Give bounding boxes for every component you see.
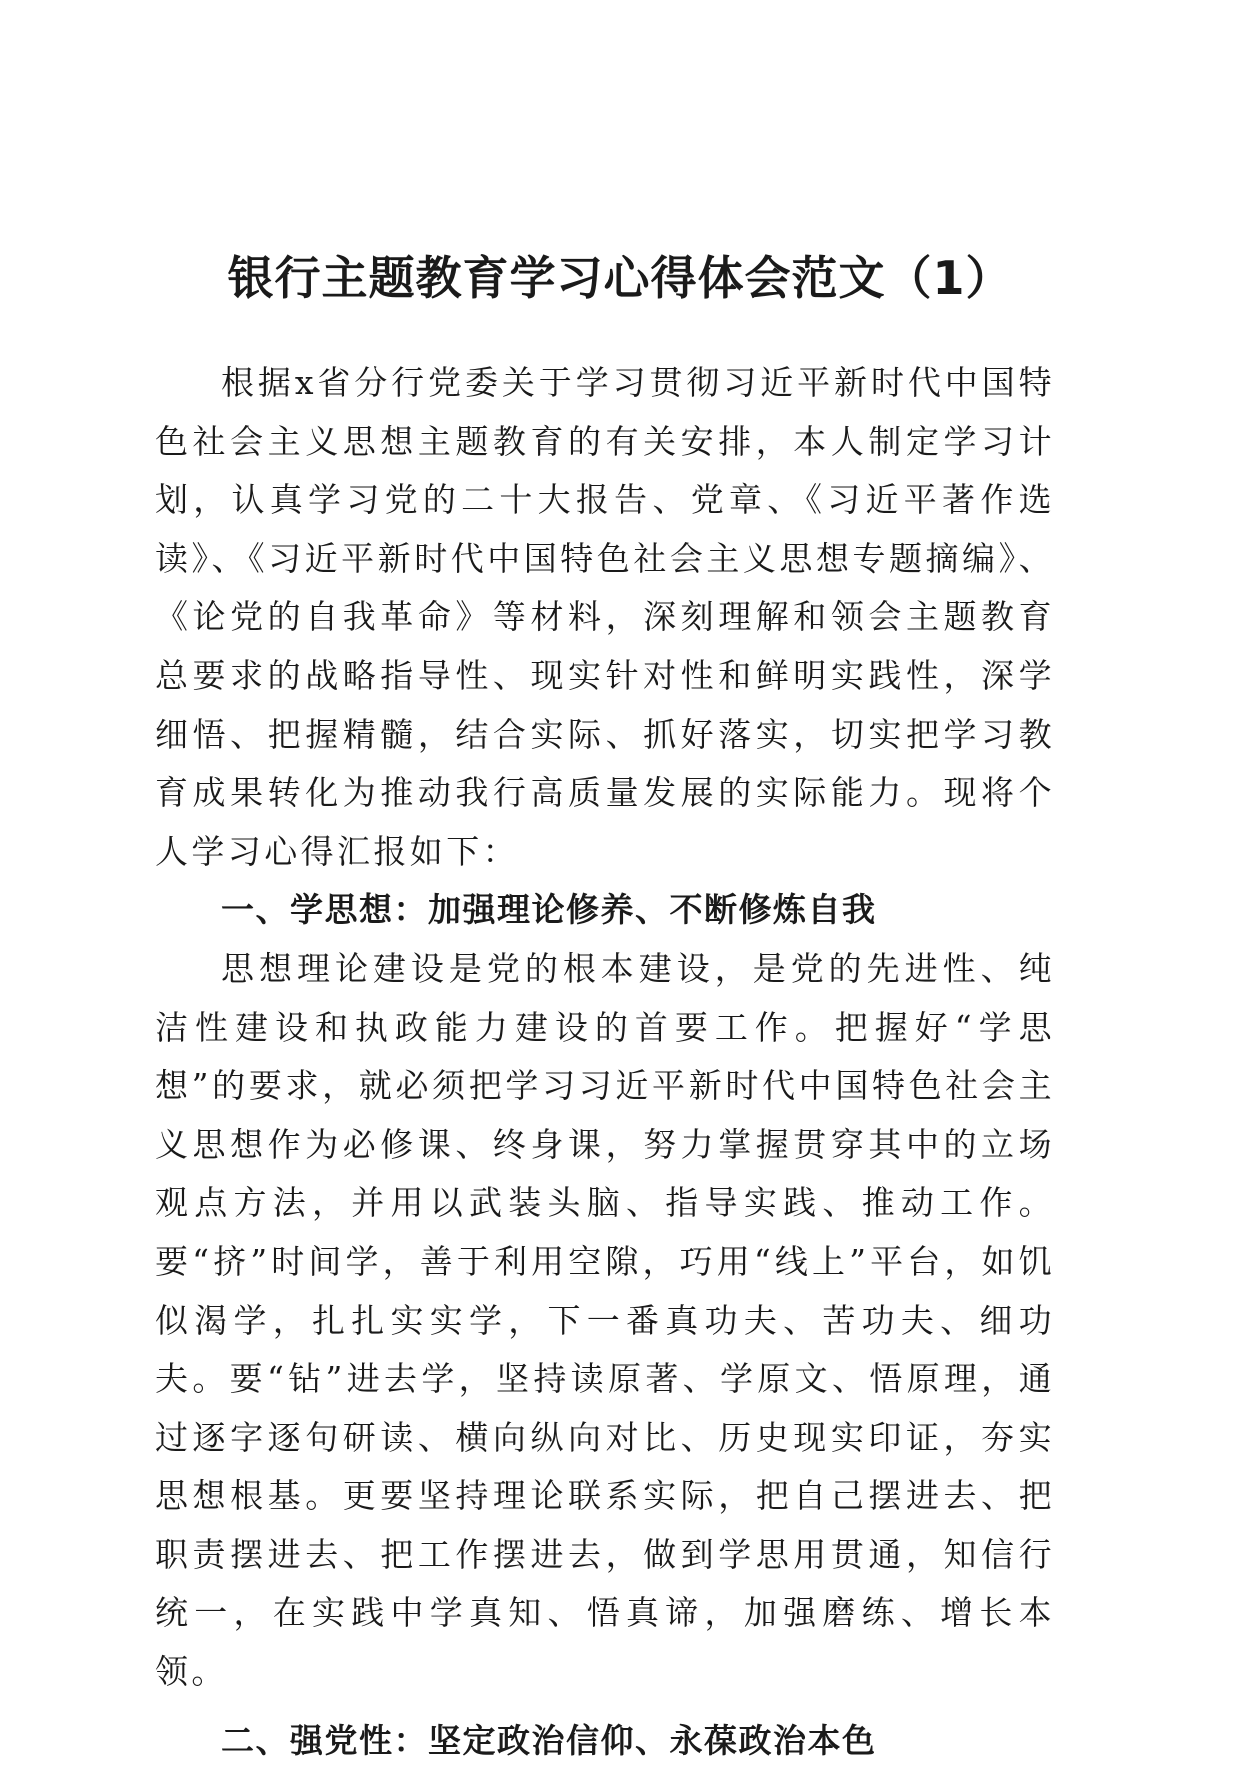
section-heading-1: 一、学思想：加强理论修养、不断修炼自我 — [221, 890, 877, 930]
section-paragraph-1: 思想理论建设是党的根本建设，是党的先进性、纯洁性建设和执政能力建设的首要工作。把握好“学思想”的要求，就必须把学习习近平新时代中国特色社会主义思想作为必修课、终身课，努力掌握贯穿其中的立场观点方法，并用以武装头脑、指导实践、推动工作。要“挤”时间学，善于利用空隙，巧用“线上”平台，如饥似渴学，扎扎实实学，下一番真功夫、苦功夫、细功夫。要“钻”进去学，坚持读原著、学原文、悟原理，通过逐字逐句研读、横向纵向对比、历史现实印证，夯实思想根基。更要坚持理论联系实际，把自己摆进去、把职责摆进去、把工作摆进去，做到学思用贯通，知信行统一，在实践中学真知、悟真谛，加强磨练、增长本领。 — [155, 948, 1055, 1692]
intro-paragraph: 根据x省分行党委关于学习贯彻习近平新时代中国特色社会主义思想主题教育的有关安排，本人制定学习计划，认真学习党的二十大报告、党章、《习近平著作选读》、《习近平新时代中国特色社会主义思想专题摘编》、《论党的自我革命》等材料，深刻理解和领会主题教育总要求的战略指导性、现实针对性和鲜明实践性，深学细悟、把握精髓，结合实际、抓好落实，切实把学习教育成果转化为推动我行高质量发展的实际能力。现将个人学习心得汇报如下： — [155, 363, 1055, 871]
document-title: 银行主题教育学习心得体会范文（1） — [227, 251, 1013, 305]
section-heading-2: 二、强党性：坚定政治信仰、永葆政治本色 — [221, 1720, 877, 1760]
document-body — [155, 354, 1055, 1770]
